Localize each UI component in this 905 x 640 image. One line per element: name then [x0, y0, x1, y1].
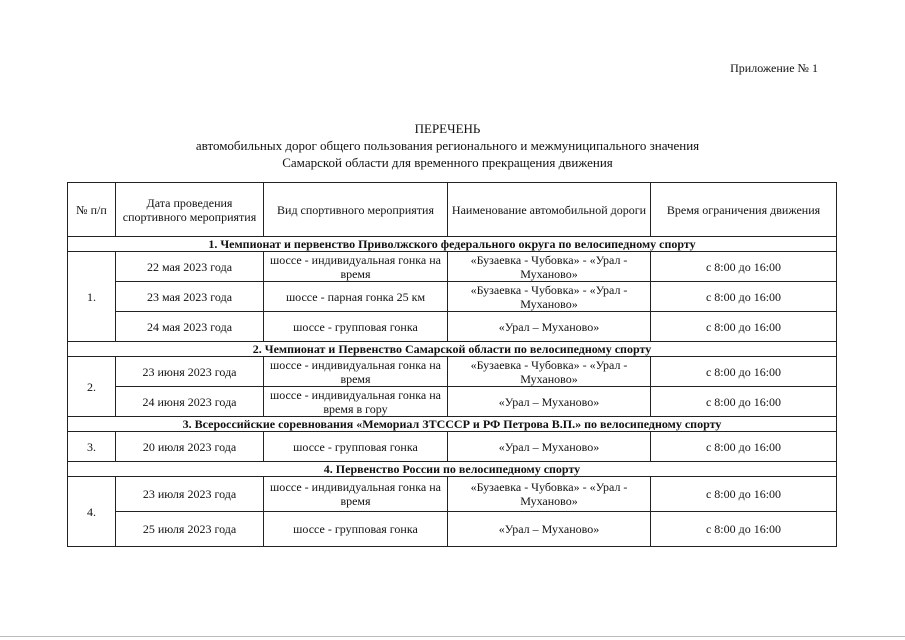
row-number: 4.: [68, 477, 116, 547]
header-date: Дата проведения спортивного мероприятия: [116, 183, 264, 237]
cell-event-type: шоссе - индивидуальная гонка на время: [264, 477, 448, 512]
section-title: 4. Первенство России по велосипедному спорту: [68, 462, 837, 477]
cell-date: 23 июня 2023 года: [116, 357, 264, 387]
cell-road: «Урал – Муханово»: [448, 312, 651, 342]
page-bottom-edge: [0, 636, 905, 637]
section-title: 1. Чемпионат и первенство Приволжского федерального округа по велосипедному спорту: [68, 237, 837, 252]
cell-road: «Бузаевка - Чубовка» - «Урал - Муханово»: [448, 477, 651, 512]
section-row: [68, 342, 837, 357]
cell-time: с 8:00 до 16:00: [651, 477, 837, 512]
table-row: [68, 252, 837, 282]
table-header-row: [68, 183, 837, 237]
table-row: [68, 282, 837, 312]
section-row: [68, 417, 837, 432]
cell-event-type: шоссе - групповая гонка: [264, 512, 448, 547]
header-road-name: Наименование автомобильной дороги: [448, 183, 651, 237]
row-number: 1.: [68, 252, 116, 342]
section-row: [68, 462, 837, 477]
title-line-2: автомобильных дорог общего пользования регионального и межмуниципального значения: [195, 138, 700, 153]
cell-event-type: шоссе - индивидуальная гонка на время: [264, 252, 448, 282]
section-title: 2. Чемпионат и Первенство Самарской области по велосипедному спорту: [68, 342, 837, 357]
cell-road: «Бузаевка - Чубовка» - «Урал - Муханово»: [448, 282, 651, 312]
cell-time: с 8:00 до 16:00: [651, 282, 837, 312]
cell-time: с 8:00 до 16:00: [651, 387, 837, 417]
table-row: [68, 477, 837, 512]
title-line-3: Самарской области для временного прекращения движения: [282, 155, 613, 170]
row-number: 3.: [68, 432, 116, 462]
roads-table: [67, 182, 837, 547]
cell-date: 23 июля 2023 года: [116, 477, 264, 512]
cell-date: 24 мая 2023 года: [116, 312, 264, 342]
cell-event-type: шоссе - групповая гонка: [264, 312, 448, 342]
table-row: [68, 357, 837, 387]
cell-road: «Бузаевка - Чубовка» - «Урал - Муханово»: [448, 357, 651, 387]
cell-date: 20 июля 2023 года: [116, 432, 264, 462]
header-number: № п/п: [68, 183, 116, 237]
cell-road: «Урал – Муханово»: [448, 387, 651, 417]
cell-road: «Бузаевка - Чубовка» - «Урал - Муханово»: [448, 252, 651, 282]
section-title: 3. Всероссийские соревнования «Мемориал ЗТСССР и РФ Петрова В.П.» по велосипедному спорту: [68, 417, 837, 432]
title-line-1: ПЕРЕЧЕНЬ: [414, 121, 481, 136]
cell-event-type: шоссе - парная гонка 25 км: [264, 282, 448, 312]
cell-date: 25 июля 2023 года: [116, 512, 264, 547]
cell-time: с 8:00 до 16:00: [651, 312, 837, 342]
appendix-label: Приложение № 1: [730, 61, 818, 75]
cell-road: «Урал – Муханово»: [448, 512, 651, 547]
cell-date: 24 июня 2023 года: [116, 387, 264, 417]
header-restriction-time: Время ограничения движения: [651, 183, 837, 237]
table-row: [68, 387, 837, 417]
table-row: [68, 312, 837, 342]
header-event-type: Вид спортивного мероприятия: [264, 183, 448, 237]
table-row: [68, 512, 837, 547]
cell-event-type: шоссе - групповая гонка: [264, 432, 448, 462]
cell-event-type: шоссе - индивидуальная гонка на время: [264, 357, 448, 387]
document-title: [0, 120, 895, 171]
cell-time: с 8:00 до 16:00: [651, 357, 837, 387]
cell-time: с 8:00 до 16:00: [651, 512, 837, 547]
cell-time: с 8:00 до 16:00: [651, 432, 837, 462]
cell-date: 23 мая 2023 года: [116, 282, 264, 312]
cell-road: «Урал – Муханово»: [448, 432, 651, 462]
cell-date: 22 мая 2023 года: [116, 252, 264, 282]
row-number: 2.: [68, 357, 116, 417]
cell-event-type: шоссе - индивидуальная гонка на время в гору: [264, 387, 448, 417]
section-row: [68, 237, 837, 252]
cell-time: с 8:00 до 16:00: [651, 252, 837, 282]
table-row: [68, 432, 837, 462]
